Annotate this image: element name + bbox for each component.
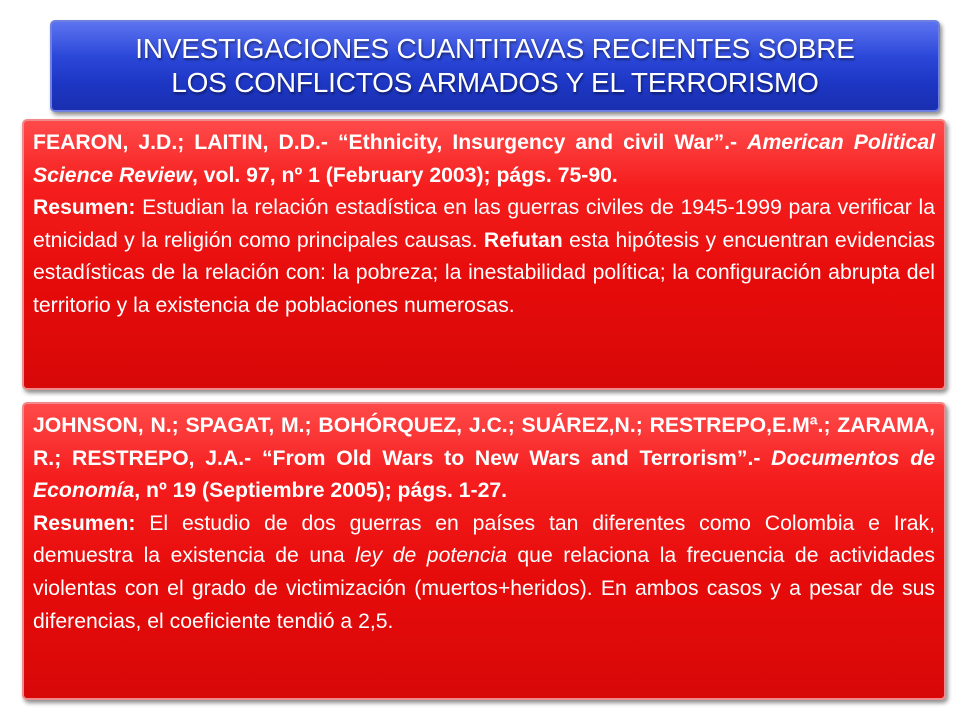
citation-article-title: “From Old Wars to New Wars and Terrorism”.- [261,446,772,470]
citation-journal: Documentos de Economía [33,446,935,503]
summary-emphasis: ley de potencia [355,544,507,568]
summary-text-1: El estudio de dos guerras en países tan diferentes como Colombia e Irak, demuestra la existencia de una [33,511,935,568]
citation-details: , vol. 97, nº 1 (February 2003); págs. 75-90. [192,163,618,187]
summary-text-2: que relaciona la frecuencia de actividades violentas con el grado de victimización (muertos+heridos). En ambos casos y a pesar de sus diferencias, el coeficiente tendió a 2,5. [33,544,935,633]
slide-title [50,20,940,112]
reference-card-johnson [22,402,946,700]
slide-title-line-2: LOS CONFLICTOS ARMADOS Y EL TERRORISMO [171,67,819,98]
citation-authors: JOHNSON, N.; SPAGAT, M.; BOHÓRQUEZ, J.C.; SUÁREZ,N.; RESTREPO,E.Mª.; ZARAMA, R.; RESTREPO, J.A.- [33,414,935,470]
citation-article-title: “Ethnicity, Insurgency and civil War”.- [337,131,738,154]
summary [33,192,935,322]
summary-text-2: esta hipótesis y encuentran evidencias estadísticas de la relación con: la pobreza; la inestabilidad política; la configuración abrupta del territorio y la existencia de poblaciones numerosas. [33,228,935,317]
slide-title-line-1: INVESTIGACIONES CUANTITAVAS RECIENTES SOBRE [135,33,855,64]
summary-label: Resumen: [33,196,136,220]
summary [33,508,935,638]
citation-authors: FEARON, J.D.; LAITIN, D.D.- [33,131,338,154]
summary-label: Resumen: [33,511,136,535]
reference-card-fearon [22,119,946,390]
citation [33,410,935,508]
citation-journal: American Political Science Review [33,131,935,187]
citation-details: , nº 19 (Septiembre 2005); págs. 1-27. [134,479,508,503]
citation [33,127,935,192]
summary-emphasis: Refutan [483,228,563,252]
summary-text-1: Estudian la relación estadística en las guerras civiles de 1945-1999 para verificar la etnicidad y la religión como principales causas. [33,196,935,252]
